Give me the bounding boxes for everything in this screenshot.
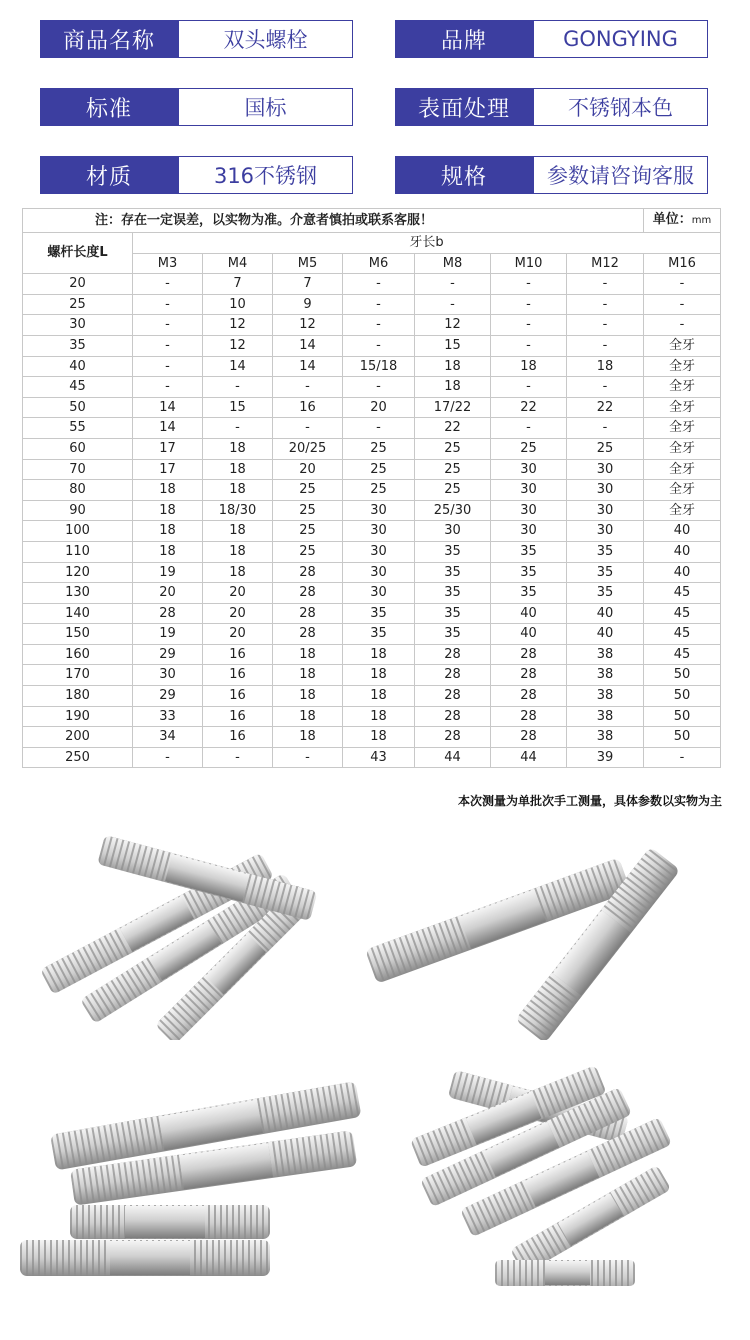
thread-length-cell: - [644, 747, 721, 768]
length-cell: 100 [23, 521, 133, 542]
thread-length-cell: 28 [491, 665, 567, 686]
thread-length-cell: 30 [343, 541, 415, 562]
thread-length-cell: 14 [133, 418, 203, 439]
thread-length-cell: - [343, 418, 415, 439]
thread-length-cell: 28 [273, 603, 343, 624]
thread-length-cell: - [133, 377, 203, 398]
table-row [23, 315, 721, 336]
table-row [23, 665, 721, 686]
thread-length-cell: 18 [273, 644, 343, 665]
thread-length-cell: 15/18 [343, 356, 415, 377]
row-header: 螺杆长度L [23, 233, 133, 274]
column-header: M12 [567, 253, 644, 274]
thread-length-cell: 28 [415, 727, 491, 748]
thread-length-cell: 43 [343, 747, 415, 768]
table-row [23, 335, 721, 356]
thread-length-cell: - [273, 377, 343, 398]
thread-length-cell: 全牙 [644, 438, 721, 459]
thread-length-cell: 25 [343, 438, 415, 459]
spec-label: 商品名称 [40, 20, 178, 58]
thread-length-cell: 44 [415, 747, 491, 768]
thread-length-cell: 30 [567, 521, 644, 542]
unit-value: mm [691, 215, 712, 227]
thread-length-cell: 30 [343, 500, 415, 521]
thread-length-cell: 12 [203, 335, 273, 356]
thread-length-cell: 14 [133, 397, 203, 418]
thread-length-cell: 35 [567, 583, 644, 604]
table-row [23, 294, 721, 315]
table-row [23, 624, 721, 645]
column-header: M5 [273, 253, 343, 274]
spec-label: 品牌 [395, 20, 533, 58]
thread-length-cell: 44 [491, 747, 567, 768]
thread-length-cell: 18 [273, 706, 343, 727]
thread-length-cell: 28 [133, 603, 203, 624]
thread-length-cell: 18 [415, 377, 491, 398]
thread-length-cell: 9 [273, 294, 343, 315]
thread-length-cell: 33 [133, 706, 203, 727]
thread-length-cell: 25 [415, 438, 491, 459]
column-header: M16 [644, 253, 721, 274]
length-cell: 20 [23, 274, 133, 295]
table-row [23, 747, 721, 768]
table-row [23, 500, 721, 521]
thread-length-cell: 30 [491, 459, 567, 480]
length-cell: 190 [23, 706, 133, 727]
thread-length-cell: 40 [644, 541, 721, 562]
thread-length-cell: - [343, 274, 415, 295]
thread-length-cell: 39 [567, 747, 644, 768]
thread-length-cell: 16 [203, 644, 273, 665]
thread-length-cell: 38 [567, 665, 644, 686]
thread-length-cell: 18 [567, 356, 644, 377]
thread-length-cell: 38 [567, 706, 644, 727]
thread-length-cell: 45 [644, 583, 721, 604]
thread-length-cell: 18 [343, 727, 415, 748]
thread-length-cell: 28 [415, 665, 491, 686]
thread-length-cell: 30 [491, 480, 567, 501]
spec-product-name [40, 20, 353, 58]
thread-length-cell: 16 [203, 686, 273, 707]
thread-length-cell: 40 [567, 603, 644, 624]
stud-bolt-pair-photo [355, 830, 730, 1040]
length-cell: 160 [23, 644, 133, 665]
table-row [23, 521, 721, 542]
thread-length-cell: - [343, 335, 415, 356]
thread-length-cell: 16 [203, 665, 273, 686]
thread-length-cell: 50 [644, 727, 721, 748]
thread-length-cell: - [491, 274, 567, 295]
thread-length-cell: 18 [133, 480, 203, 501]
thread-length-cell: 10 [203, 294, 273, 315]
thread-length-cell: 28 [273, 562, 343, 583]
thread-length-cell: 35 [491, 562, 567, 583]
length-cell: 130 [23, 583, 133, 604]
thread-length-cell: 18 [203, 541, 273, 562]
spec-label: 材质 [40, 156, 178, 194]
table-row [23, 397, 721, 418]
thread-length-cell: 12 [203, 315, 273, 336]
thread-length-cell: - [567, 418, 644, 439]
thread-length-cell: - [133, 335, 203, 356]
thread-length-cell: - [644, 274, 721, 295]
thread-length-cell: 20 [203, 583, 273, 604]
thread-length-cell: 28 [491, 706, 567, 727]
thread-length-cell: 全牙 [644, 356, 721, 377]
table-row [23, 274, 721, 295]
spec-value: GONGYING [533, 20, 708, 58]
thread-length-cell: 18 [133, 541, 203, 562]
thread-length-cell: 18 [203, 438, 273, 459]
thread-length-cell: 50 [644, 665, 721, 686]
unit-cell [644, 209, 721, 233]
thread-length-cell: 7 [273, 274, 343, 295]
thread-length-cell: 25 [273, 500, 343, 521]
thread-length-cell: 40 [644, 562, 721, 583]
length-cell: 80 [23, 480, 133, 501]
thread-length-cell: 38 [567, 644, 644, 665]
thread-length-cell: 25 [567, 438, 644, 459]
thread-length-cell: 25 [343, 480, 415, 501]
thread-length-cell: 29 [133, 686, 203, 707]
thread-length-cell: 28 [415, 706, 491, 727]
thread-length-cell: 30 [491, 521, 567, 542]
column-header: M3 [133, 253, 203, 274]
spec-label: 标准 [40, 88, 178, 126]
thread-length-cell: 40 [567, 624, 644, 645]
thread-length-cell: - [567, 294, 644, 315]
length-cell: 110 [23, 541, 133, 562]
length-cell: 170 [23, 665, 133, 686]
spec-label: 规格 [395, 156, 533, 194]
thread-length-cell: 18 [133, 500, 203, 521]
length-cell: 140 [23, 603, 133, 624]
thread-length-cell: - [273, 418, 343, 439]
thread-length-cell: 19 [133, 562, 203, 583]
table-row [23, 459, 721, 480]
thread-length-cell: 全牙 [644, 459, 721, 480]
table-row [23, 356, 721, 377]
thread-length-cell: 35 [415, 603, 491, 624]
table-row [23, 562, 721, 583]
thread-length-cell: 17/22 [415, 397, 491, 418]
thread-length-cell: 20/25 [273, 438, 343, 459]
thread-length-cell: 22 [415, 418, 491, 439]
thread-length-cell: - [491, 418, 567, 439]
thread-length-cell: 35 [567, 541, 644, 562]
thread-length-cell: 38 [567, 686, 644, 707]
thread-length-cell: 15 [203, 397, 273, 418]
thread-length-cell: 18 [343, 665, 415, 686]
thread-length-cell: 35 [343, 624, 415, 645]
thread-length-cell: 20 [203, 603, 273, 624]
thread-length-cell: - [491, 294, 567, 315]
spec-value: 双头螺栓 [178, 20, 353, 58]
thread-length-cell: 40 [491, 603, 567, 624]
thread-length-cell: 12 [415, 315, 491, 336]
thread-length-cell: 16 [273, 397, 343, 418]
thread-length-cell: - [491, 315, 567, 336]
thread-length-cell: 14 [273, 335, 343, 356]
spec-value: 国标 [178, 88, 353, 126]
thread-length-cell: 25 [491, 438, 567, 459]
table-row [23, 727, 721, 748]
thread-length-cell: 25 [415, 459, 491, 480]
thread-length-cell: 25 [273, 541, 343, 562]
thread-length-cell: 19 [133, 624, 203, 645]
thread-length-cell: 35 [415, 583, 491, 604]
thread-length-cell: - [567, 335, 644, 356]
thread-length-cell: 25 [415, 480, 491, 501]
thread-length-cell: 16 [203, 706, 273, 727]
table-row [23, 644, 721, 665]
thread-length-cell: 20 [343, 397, 415, 418]
length-cell: 90 [23, 500, 133, 521]
length-cell: 50 [23, 397, 133, 418]
thread-length-cell: 15 [415, 335, 491, 356]
thread-length-cell: 14 [273, 356, 343, 377]
unit-label: 单位： [652, 212, 692, 228]
thread-length-cell: 50 [644, 686, 721, 707]
thread-length-cell: 全牙 [644, 500, 721, 521]
thread-length-cell: 28 [415, 686, 491, 707]
length-cell: 120 [23, 562, 133, 583]
thread-length-cell: 25 [273, 521, 343, 542]
spec-value: 参数请咨询客服 [533, 156, 708, 194]
thread-length-cell: - [415, 274, 491, 295]
thread-length-cell: 12 [273, 315, 343, 336]
length-cell: 250 [23, 747, 133, 768]
thread-length-cell: 18 [203, 521, 273, 542]
thread-length-cell: 18 [491, 356, 567, 377]
table-row [23, 686, 721, 707]
table-row [23, 438, 721, 459]
thread-length-cell: 30 [491, 500, 567, 521]
thread-length-cell: 30 [343, 562, 415, 583]
thread-length-cell: 18 [203, 480, 273, 501]
spec-specification [395, 156, 708, 194]
table-row [23, 480, 721, 501]
length-cell: 200 [23, 727, 133, 748]
thread-length-cell: - [133, 747, 203, 768]
thread-length-cell: - [203, 747, 273, 768]
table-row [23, 418, 721, 439]
thread-length-cell: 50 [644, 706, 721, 727]
thread-length-cell: 18/30 [203, 500, 273, 521]
length-cell: 25 [23, 294, 133, 315]
length-cell: 30 [23, 315, 133, 336]
length-cell: 60 [23, 438, 133, 459]
thread-length-cell: 7 [203, 274, 273, 295]
thread-length-cell: 40 [491, 624, 567, 645]
thread-length-cell: 18 [343, 686, 415, 707]
thread-length-cell: - [491, 335, 567, 356]
table-row [23, 583, 721, 604]
spec-surface [395, 88, 708, 126]
stud-bolt-group-photo-2 [10, 1065, 370, 1305]
length-cell: 150 [23, 624, 133, 645]
thread-length-cell: - [203, 418, 273, 439]
thread-length-cell: 35 [415, 541, 491, 562]
column-header: M4 [203, 253, 273, 274]
thread-length-cell: 全牙 [644, 377, 721, 398]
thread-length-cell: 30 [343, 521, 415, 542]
thread-length-cell: - [133, 315, 203, 336]
thread-length-cell: 28 [273, 583, 343, 604]
thread-length-cell: 17 [133, 438, 203, 459]
thread-length-cell: 全牙 [644, 418, 721, 439]
thread-length-cell: 20 [203, 624, 273, 645]
stud-bolt-group-photo-1 [20, 820, 350, 1040]
thread-length-cell: 28 [415, 644, 491, 665]
thread-length-cell: 20 [273, 459, 343, 480]
thread-length-cell: 18 [203, 562, 273, 583]
thread-length-cell: 40 [644, 521, 721, 542]
thread-length-cell: 20 [133, 583, 203, 604]
thread-length-cell: 35 [491, 583, 567, 604]
spec-standard [40, 88, 353, 126]
column-header: M8 [415, 253, 491, 274]
thread-length-cell: - [203, 377, 273, 398]
group-header: 牙长b [133, 233, 721, 254]
thread-length-cell: 45 [644, 603, 721, 624]
length-cell: 35 [23, 335, 133, 356]
thread-length-cell: 30 [133, 665, 203, 686]
thread-length-cell: 18 [133, 521, 203, 542]
thread-length-cell: 全牙 [644, 480, 721, 501]
thread-length-cell: - [133, 294, 203, 315]
length-cell: 55 [23, 418, 133, 439]
measurement-footnote: 本次测量为单批次手工测量，具体参数以实物为主 [457, 794, 722, 808]
thread-length-cell: 28 [491, 644, 567, 665]
thread-length-cell: 25 [343, 459, 415, 480]
thread-length-cell: 22 [491, 397, 567, 418]
thread-length-cell: 35 [415, 562, 491, 583]
thread-length-cell: 45 [644, 624, 721, 645]
thread-length-cell: 16 [203, 727, 273, 748]
length-cell: 180 [23, 686, 133, 707]
stud-bolt-pile-photo [400, 1050, 700, 1310]
table-row [23, 541, 721, 562]
table-row [23, 706, 721, 727]
thread-length-cell: - [567, 377, 644, 398]
length-cell: 70 [23, 459, 133, 480]
thread-length-cell: - [644, 315, 721, 336]
thread-length-cell: 18 [273, 727, 343, 748]
thread-length-cell: 34 [133, 727, 203, 748]
thread-length-cell: 全牙 [644, 397, 721, 418]
thread-length-cell: 18 [415, 356, 491, 377]
thread-length-cell: - [491, 377, 567, 398]
thread-length-cell: 25/30 [415, 500, 491, 521]
thread-length-table [22, 208, 720, 768]
thread-length-cell: 30 [567, 500, 644, 521]
thread-length-cell: 35 [343, 603, 415, 624]
spec-brand [395, 20, 708, 58]
thread-length-cell: 38 [567, 727, 644, 748]
thread-length-cell: - [273, 747, 343, 768]
column-header: M10 [491, 253, 567, 274]
table-row [23, 603, 721, 624]
thread-length-cell: 28 [491, 727, 567, 748]
thread-length-cell: 18 [203, 459, 273, 480]
thread-length-cell: 30 [343, 583, 415, 604]
thread-length-cell: 29 [133, 644, 203, 665]
spec-material [40, 156, 353, 194]
thread-length-cell: 17 [133, 459, 203, 480]
thread-length-cell: 35 [567, 562, 644, 583]
thread-length-cell: 30 [567, 459, 644, 480]
thread-length-cell: 28 [273, 624, 343, 645]
thread-length-cell: 18 [343, 706, 415, 727]
thread-length-cell: - [644, 294, 721, 315]
thread-length-cell: - [133, 274, 203, 295]
thread-length-cell: 18 [273, 665, 343, 686]
thread-length-cell: 30 [415, 521, 491, 542]
thread-length-cell: 18 [273, 686, 343, 707]
thread-length-cell: - [343, 315, 415, 336]
length-cell: 40 [23, 356, 133, 377]
thread-length-cell: - [343, 294, 415, 315]
thread-length-cell: - [415, 294, 491, 315]
thread-length-cell: - [567, 315, 644, 336]
spec-value: 316不锈钢 [178, 156, 353, 194]
table-note: 注：存在一定误差，以实物为准。介意者慎拍或联系客服！ [23, 209, 644, 233]
thread-length-cell: - [133, 356, 203, 377]
spec-label: 表面处理 [395, 88, 533, 126]
thread-length-cell: 22 [567, 397, 644, 418]
thread-length-cell: 35 [491, 541, 567, 562]
length-cell: 45 [23, 377, 133, 398]
thread-length-cell: 25 [273, 480, 343, 501]
column-header: M6 [343, 253, 415, 274]
thread-length-cell: 28 [491, 686, 567, 707]
thread-length-cell: - [343, 377, 415, 398]
thread-length-cell: 35 [415, 624, 491, 645]
thread-length-cell: - [567, 274, 644, 295]
thread-length-cell: 全牙 [644, 335, 721, 356]
table-row [23, 377, 721, 398]
thread-length-cell: 45 [644, 644, 721, 665]
thread-length-cell: 14 [203, 356, 273, 377]
spec-value: 不锈钢本色 [533, 88, 708, 126]
thread-length-cell: 18 [343, 644, 415, 665]
thread-length-cell: 30 [567, 480, 644, 501]
